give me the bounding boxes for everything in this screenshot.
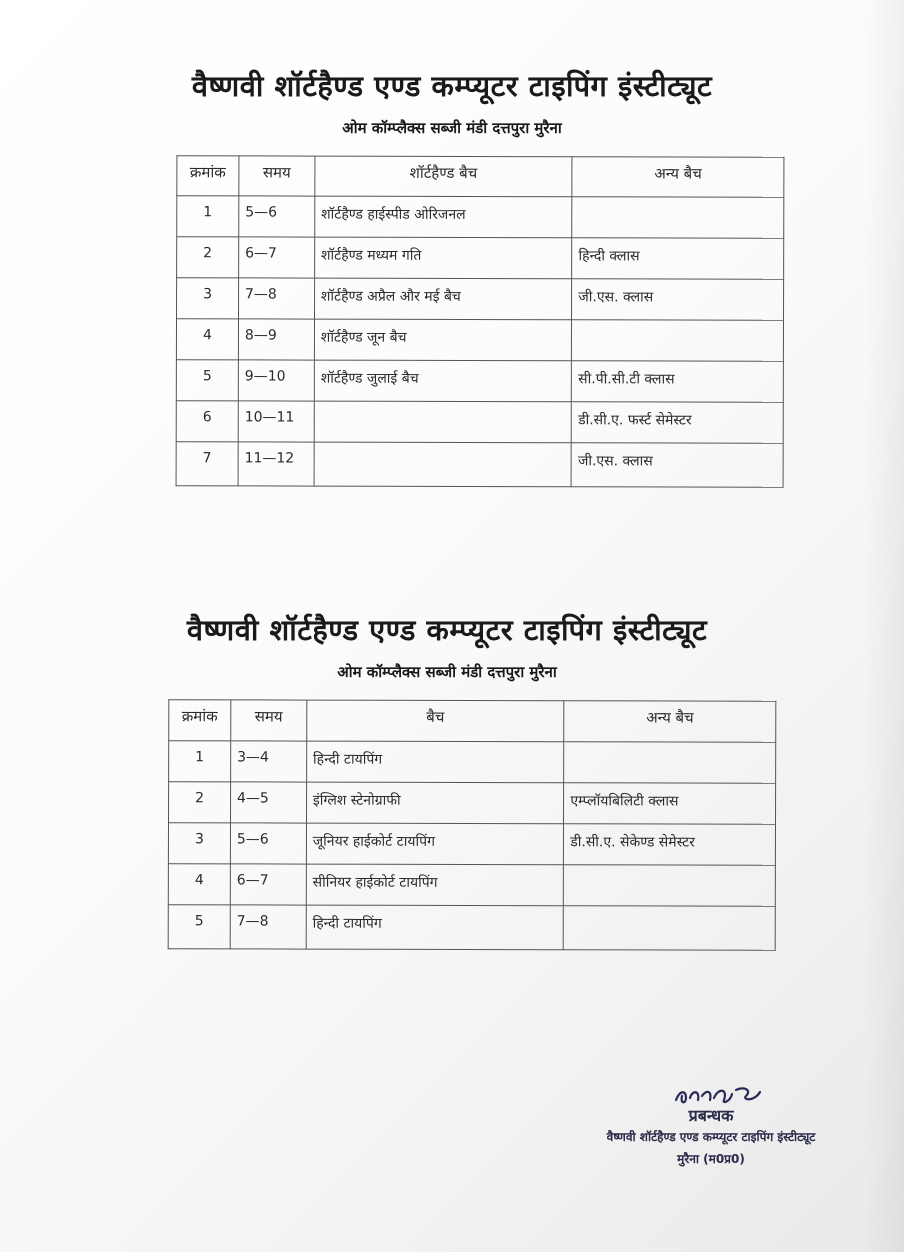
table-row (177, 278, 784, 321)
cell-other (572, 197, 784, 239)
table-header-row (177, 156, 784, 198)
cell-serial: 1 (177, 196, 239, 237)
cell-serial: 7 (176, 442, 238, 486)
cell-batch: शॉर्टहैण्ड हाईस्पीड ओरिजनल (315, 196, 573, 238)
table-row (168, 905, 775, 951)
cell-serial: 1 (169, 741, 231, 782)
cell-time: 4—5 (230, 782, 306, 823)
table-row (168, 864, 775, 907)
cell-time: 10—11 (238, 401, 314, 442)
cell-other: जी.एस. क्लास (572, 279, 784, 321)
cell-other: एम्प्लॉयबिलिटी क्लास (564, 783, 776, 825)
table-row (176, 319, 783, 362)
header-other: अन्य बैच (564, 701, 776, 743)
cell-serial: 2 (169, 782, 231, 823)
cell-time: 9—10 (238, 360, 314, 401)
cell-other (564, 865, 776, 907)
table-header-row (169, 700, 776, 743)
top-address: ओम कॉम्प्लैक्स सब्जी मंडी दत्तपुरा मुरैना (342, 119, 562, 137)
cell-batch: हिन्दी टायपिंग (306, 741, 564, 783)
cell-serial: 4 (168, 864, 230, 905)
cell-other: डी.सी.ए. फर्स्ट सेमेस्टर (572, 402, 784, 444)
cell-other: हिन्दी क्लास (572, 238, 784, 280)
bottom-address: ओम कॉम्प्लैक्स सब्जी मंडी दत्तपुरा मुरैना (337, 663, 557, 681)
cell-time: 11—12 (238, 442, 314, 486)
signatory-role: प्रबन्धक (688, 1106, 734, 1125)
cell-batch: इंग्लिश स्टेनोग्राफी (306, 782, 564, 824)
bottom-schedule-table (168, 699, 777, 951)
table-row (169, 741, 776, 784)
cell-serial: 5 (168, 905, 230, 949)
table-row (177, 237, 784, 280)
cell-time: 5—6 (239, 196, 315, 237)
cell-batch: शॉर्टहैण्ड अप्रैल और मई बैच (314, 278, 572, 320)
cell-time: 3—4 (231, 741, 307, 782)
signatory-place: मुरैना (म0प्र0) (677, 1152, 745, 1166)
header-time: समय (239, 156, 315, 196)
cell-batch: सीनियर हाईकोर्ट टायपिंग (306, 864, 564, 906)
cell-other: सी.पी.सी.टी क्लास (572, 361, 784, 403)
cell-batch: शॉर्टहैण्ड जून बैच (314, 319, 572, 361)
cell-batch: जूनियर हाईकोर्ट टायपिंग (306, 823, 564, 865)
table-row (176, 401, 783, 444)
table-row (169, 782, 776, 825)
signatory-org: वैष्णवी शॉर्टहैण्ड एण्ड कम्प्यूटर टाइपिंग इंस्टीट्यूट (606, 1130, 816, 1144)
cell-time: 7—8 (230, 905, 306, 949)
cell-batch: शॉर्टहैण्ड जुलाई बैच (314, 360, 572, 402)
top-schedule-table (176, 155, 785, 488)
cell-other (564, 742, 776, 784)
cell-serial: 3 (177, 278, 239, 319)
cell-time: 7—8 (238, 278, 314, 319)
cell-serial: 4 (176, 319, 238, 360)
table-row (177, 196, 784, 239)
header-batch: शॉर्टहैण्ड बैच (315, 156, 573, 197)
cell-other (563, 906, 775, 951)
cell-batch: शॉर्टहैण्ड मध्यम गति (314, 237, 572, 279)
cell-time: 6—7 (230, 864, 306, 905)
cell-other: डी.सी.ए. सेकेण्ड सेमेस्टर (564, 824, 776, 866)
bottom-title: वैष्णवी शॉर्टहैण्ड एण्ड कम्प्यूटर टाइपिंग इंस्टीट्यूट (186, 613, 708, 647)
cell-serial: 2 (177, 237, 239, 278)
header-batch: बैच (307, 700, 565, 742)
cell-serial: 3 (168, 823, 230, 864)
table-row (168, 823, 775, 866)
header-other: अन्य बैच (572, 157, 784, 198)
cell-other: जी.एस. क्लास (571, 443, 783, 488)
header-serial: क्रमांक (169, 700, 231, 741)
header-time: समय (231, 700, 307, 741)
cell-time: 8—9 (238, 319, 314, 360)
top-title: वैष्णवी शॉर्टहैण्ड एण्ड कम्प्यूटर टाइपिंग इंस्टीट्यूट (191, 69, 713, 103)
cell-serial: 6 (176, 401, 238, 442)
table-row (176, 442, 783, 488)
header-serial: क्रमांक (177, 156, 239, 196)
cell-time: 5—6 (230, 823, 306, 864)
cell-batch: हिन्दी टायपिंग (306, 905, 564, 950)
cell-other (572, 320, 784, 362)
table-row (176, 360, 783, 403)
cell-batch (314, 401, 572, 443)
cell-time: 6—7 (239, 237, 315, 278)
cell-serial: 5 (176, 360, 238, 401)
cell-batch (314, 442, 572, 487)
